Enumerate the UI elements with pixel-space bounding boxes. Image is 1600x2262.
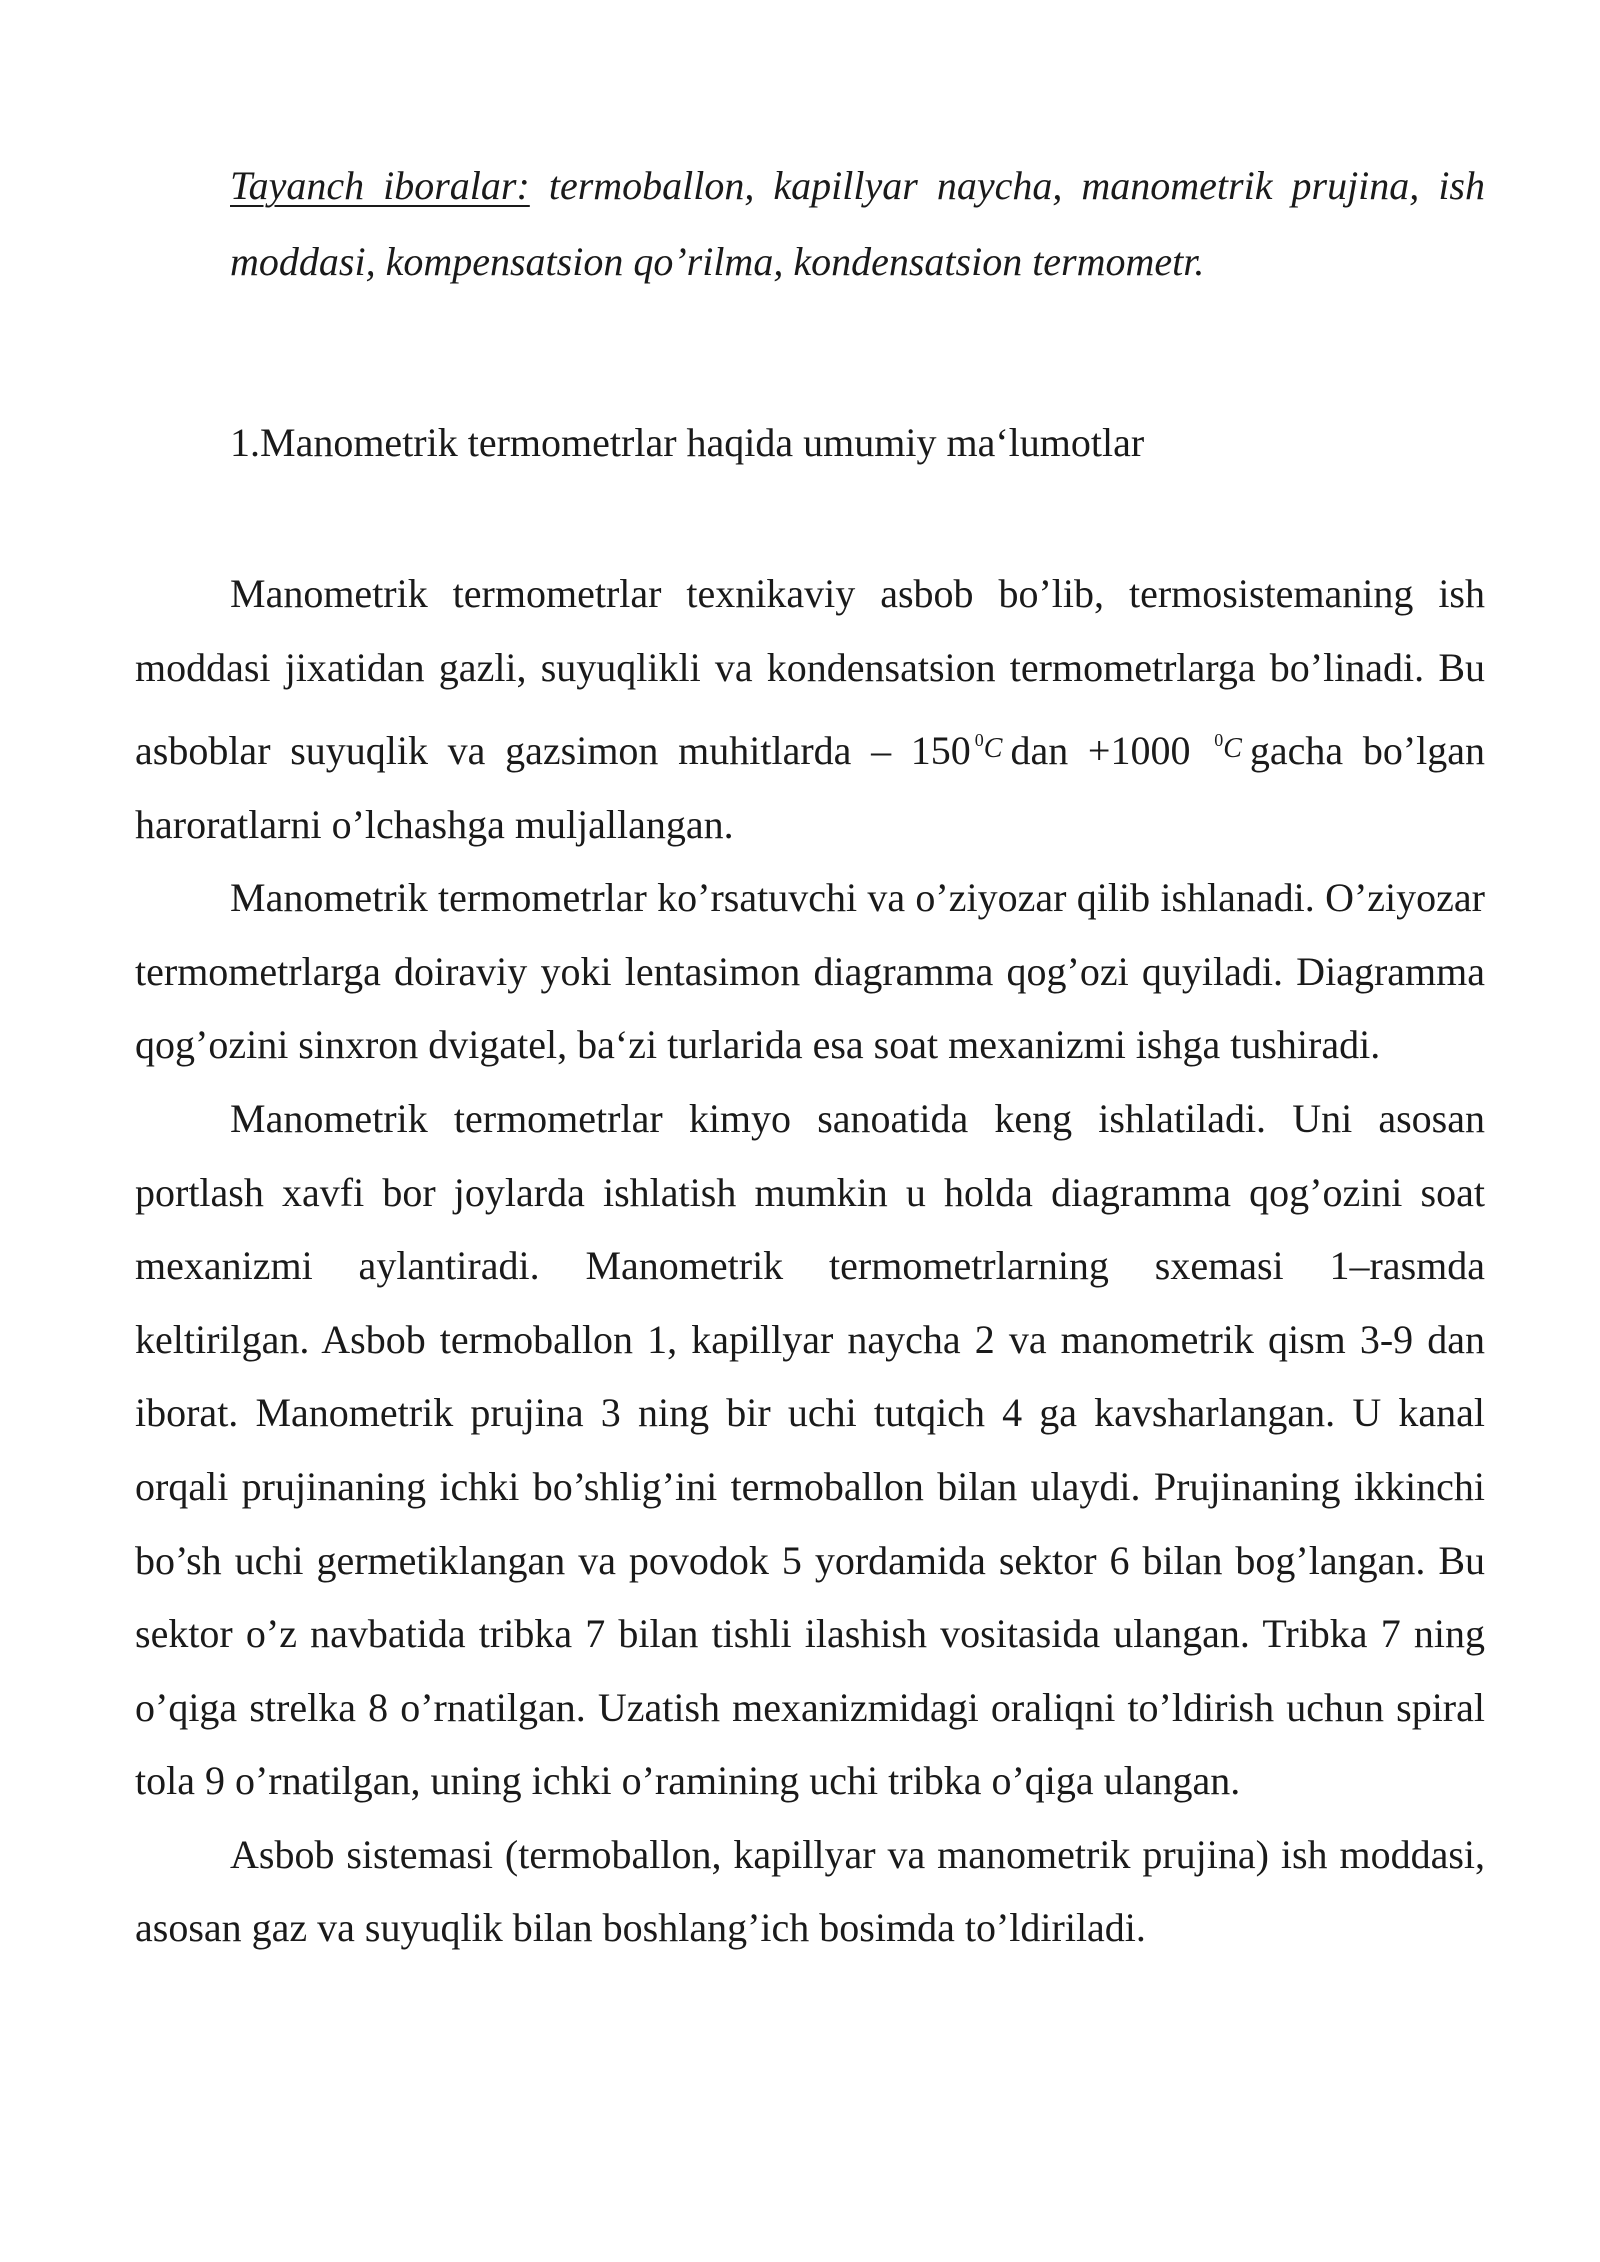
section-title: 1.Manometrik termometrlar haqida umumiy ma‘lumotlar	[230, 420, 1145, 465]
paragraph-1-part-1: Manometrik termometrlar texnikaviy asbob bo’lib, termosistemaning ish moddasi jixatidan gazli, suyuqlikli va kondensatsion termometrlarga bo’linadi. Bu asboblar suyuqlik va gazsimon muhitlarda – 150	[135, 571, 1485, 773]
paragraph-1	[135, 557, 1485, 861]
paragraph-4: Asbob sistemasi (termoballon, kapillyar va manometrik prujina) ish moddasi, asosan gaz va suyuqlik bilan boshlang’ich bosimda to’ldiriladi.	[135, 1831, 1485, 1951]
celsius-unit	[974, 730, 1003, 764]
celsius-letter: C	[1223, 732, 1242, 764]
keywords-label: Tayanch iboralar:	[230, 163, 530, 208]
celsius-unit	[1214, 730, 1242, 764]
paragraph-1-part-2: dan +1000	[1010, 727, 1191, 773]
paragraph-3: Manometrik termometrlar kimyo sanoatida keng ishlatiladi. Uni asosan portlash xavfi bor joylarda ishlatish mumkin u holda diagramma qog’ozini soat mexanizmi aylantiradi. Manometrik termometrlarning sxemasi 1–rasmda keltirilgan. Asbob termoballon 1, kapillyar naycha 2 va manometrik qism 3-9 dan iborat. Manometrik prujina 3 ning bir uchi tutqich 4 ga kavsharlangan. U kanal orqali prujinaning ichki bo’shlig’ini termoballon bilan ulaydi. Prujinaning ikkinchi bo’sh uchi germetiklangan va povodok 5 yordamida sektor 6 bilan bog’langan. Bu sektor o’z navbatida tribka 7 bilan tishli ilashish vositasida ulangan. Tribka 7 ning o’qiga strelka 8 o’rnatilgan. Uzatish mexanizmidagi oraliqni to’ldirish uchun spiral tola 9 o’rnatilgan, uning ichki o’ramining uchi tribka o’qiga ulangan.	[135, 1095, 1485, 1804]
body-text	[135, 557, 1485, 1965]
paragraph-1-part-3: gacha bo’lgan haroratlarni o’lchashga muljallangan.	[135, 727, 1486, 847]
degree-symbol: 0	[974, 730, 984, 751]
keywords-block	[230, 148, 1485, 300]
keywords-text: termoballon, kapillyar naycha, manometrik prujina, ish moddasi, kompensatsion qo’rilma, kondensatsion termometr.	[230, 163, 1485, 284]
celsius-letter: C	[983, 732, 1003, 764]
paragraph-2: Manometrik termometrlar ko’rsatuvchi va o’ziyozar qilib ishlanadi. O’ziyozar termometrlarga doiraviy yoki lentasimon diagramma qog’ozi quyiladi. Diagramma qog’ozini sinxron dvigatel, ba‘zi turlarida esa soat mexanizmi ishga tushiradi.	[135, 875, 1485, 1068]
degree-symbol: 0	[1214, 730, 1224, 751]
